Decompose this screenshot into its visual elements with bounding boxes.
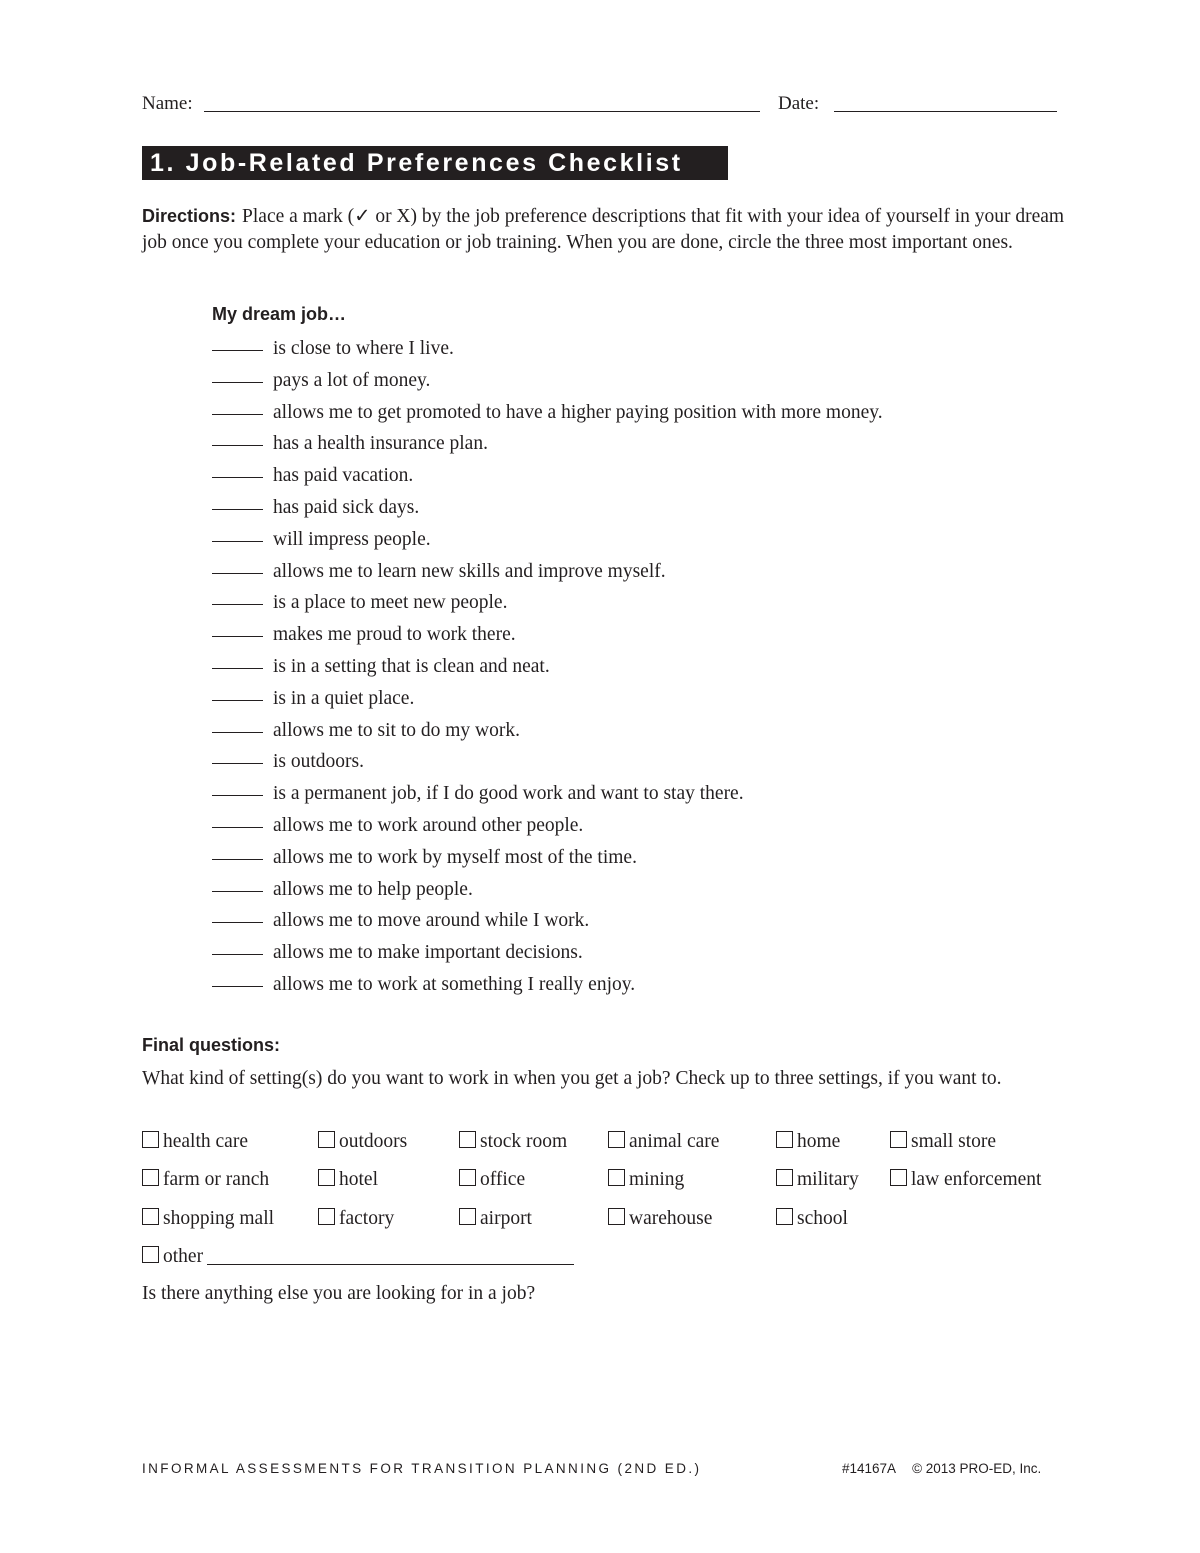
checklist-item: [212, 907, 883, 939]
checklist-item: [212, 844, 883, 876]
checklist-item: [212, 367, 883, 399]
setting-label: airport: [480, 1208, 532, 1229]
setting-question: What kind of setting(s) do you want to work in when you get a job? Check up to three settings, if you want to.: [142, 1068, 1002, 1089]
mark-blank[interactable]: [212, 668, 263, 669]
setting-mining[interactable]: [608, 1167, 684, 1193]
checklist-item-text: has a health insurance plan.: [273, 433, 488, 455]
checklist-item: [212, 558, 883, 590]
mark-blank[interactable]: [212, 477, 263, 478]
directions-label: Directions:: [142, 206, 237, 226]
checklist-item: [212, 812, 883, 844]
checkbox-icon[interactable]: [318, 1169, 335, 1186]
checkbox-icon[interactable]: [142, 1131, 159, 1148]
setting-label: farm or ranch: [163, 1169, 270, 1190]
setting-label: law enforcement: [911, 1169, 1042, 1190]
checklist-item: [212, 971, 883, 1003]
setting-other[interactable]: [142, 1244, 574, 1270]
mark-blank[interactable]: [212, 604, 263, 605]
setting-label: factory: [339, 1208, 395, 1229]
anything-else-question: Is there anything else you are looking for in a job?: [142, 1283, 536, 1304]
checkbox-icon[interactable]: [318, 1131, 335, 1148]
checklist-item: [212, 939, 883, 971]
checklist-item: [212, 430, 883, 462]
checklist-item-text: is in a setting that is clean and neat.: [273, 655, 550, 677]
date-field[interactable]: [834, 111, 1057, 112]
checklist-item: [212, 780, 883, 812]
mark-blank[interactable]: [212, 636, 263, 637]
dream-job-checklist: [212, 335, 883, 1003]
checkbox-icon[interactable]: [890, 1131, 907, 1148]
checklist-item-text: allows me to sit to do my work.: [273, 719, 520, 741]
setting-label: health care: [163, 1131, 248, 1152]
setting-factory[interactable]: [318, 1206, 394, 1232]
name-label: Name:: [142, 93, 193, 114]
checkbox-icon[interactable]: [608, 1131, 625, 1148]
checklist-item-text: has paid vacation.: [273, 465, 414, 487]
mark-blank[interactable]: [212, 700, 263, 701]
footer-right: [842, 1461, 1041, 1476]
setting-airport[interactable]: [459, 1206, 532, 1232]
directions: [142, 203, 1067, 256]
checklist-item: [212, 335, 883, 367]
setting-label: warehouse: [629, 1208, 713, 1229]
checklist-item-text: is outdoors.: [273, 751, 365, 773]
setting-label: hotel: [339, 1169, 378, 1190]
setting-label: small store: [911, 1131, 997, 1152]
setting-farm-or-ranch[interactable]: [142, 1167, 269, 1193]
setting-stock-room[interactable]: [459, 1129, 567, 1155]
checklist-item-text: pays a lot of money.: [273, 369, 431, 391]
checkbox-icon[interactable]: [318, 1208, 335, 1225]
setting-health-care[interactable]: [142, 1129, 248, 1155]
name-field[interactable]: [204, 111, 760, 112]
setting-shopping-mall[interactable]: [142, 1206, 274, 1232]
final-questions-heading: Final questions:: [142, 1035, 281, 1055]
dream-job-heading: My dream job…: [212, 304, 347, 324]
footer-series-title: INFORMAL ASSESSMENTS FOR TRANSITION PLANNING (2ND ED.): [142, 1461, 702, 1476]
mark-blank[interactable]: [212, 986, 263, 987]
checkbox-icon[interactable]: [142, 1169, 159, 1186]
setting-outdoors[interactable]: [318, 1129, 407, 1155]
mark-blank[interactable]: [212, 954, 263, 955]
checklist-item-text: allows me to help people.: [273, 878, 473, 900]
setting-label: outdoors: [339, 1131, 408, 1152]
checklist-item: [212, 589, 883, 621]
setting-law-enforcement[interactable]: [890, 1167, 1041, 1193]
setting-warehouse[interactable]: [608, 1206, 712, 1232]
checklist-item-text: is a place to meet new people.: [273, 592, 508, 614]
checkbox-icon[interactable]: [776, 1169, 793, 1186]
mark-blank[interactable]: [212, 573, 263, 574]
mark-blank[interactable]: [212, 541, 263, 542]
setting-label: animal care: [629, 1131, 720, 1152]
checkbox-icon[interactable]: [608, 1169, 625, 1186]
checkbox-icon[interactable]: [776, 1208, 793, 1225]
checklist-item-text: allows me to get promoted to have a higher paying position with more money.: [273, 401, 883, 423]
checklist-item: [212, 462, 883, 494]
checklist-item-text: allows me to learn new skills and improve myself.: [273, 560, 666, 582]
mark-blank[interactable]: [212, 509, 263, 510]
mark-blank[interactable]: [212, 827, 263, 828]
checklist-item-text: is close to where I live.: [273, 338, 454, 359]
setting-label: home: [797, 1131, 841, 1152]
setting-label: other: [163, 1246, 204, 1267]
date-label: Date:: [778, 93, 820, 114]
mark-blank[interactable]: [212, 445, 263, 446]
checklist-item: [212, 653, 883, 685]
checkbox-icon[interactable]: [459, 1169, 476, 1186]
checklist-item: [212, 717, 883, 749]
setting-hotel[interactable]: [318, 1167, 378, 1193]
page-title: 1. Job-Related Preferences Checklist: [142, 146, 728, 180]
checklist-item-text: allows me to work around other people.: [273, 814, 584, 836]
checklist-item-text: allows me to move around while I work.: [273, 910, 590, 932]
checkbox-icon[interactable]: [142, 1208, 159, 1225]
setting-school[interactable]: [776, 1206, 848, 1232]
name-date-row: [142, 93, 1060, 117]
mark-blank[interactable]: [212, 891, 263, 892]
checklist-item-text: is a permanent job, if I do good work and want to stay there.: [273, 783, 744, 805]
setting-office[interactable]: [459, 1167, 525, 1193]
checklist-item: [212, 399, 883, 431]
checklist-item: [212, 526, 883, 558]
setting-label: shopping mall: [163, 1208, 275, 1229]
mark-blank[interactable]: [212, 795, 263, 796]
mark-blank[interactable]: [212, 732, 263, 733]
checkbox-icon[interactable]: [776, 1131, 793, 1148]
mark-blank[interactable]: [212, 859, 263, 860]
other-write-in-field[interactable]: [207, 1264, 574, 1265]
setting-military[interactable]: [776, 1167, 859, 1193]
checkbox-icon[interactable]: [459, 1131, 476, 1148]
mark-blank[interactable]: [212, 382, 263, 383]
mark-blank[interactable]: [212, 414, 263, 415]
setting-animal-care[interactable]: [608, 1129, 719, 1155]
setting-home[interactable]: [776, 1129, 840, 1155]
setting-label: stock room: [480, 1131, 568, 1152]
footer-copyright: © 2013 PRO-ED, Inc.: [912, 1461, 1042, 1476]
checkbox-icon[interactable]: [890, 1169, 907, 1186]
checklist-item-text: has paid sick days.: [273, 496, 420, 518]
setting-label: military: [797, 1169, 859, 1190]
checklist-item-text: allows me to work by myself most of the time.: [273, 846, 637, 868]
checklist-item-text: makes me proud to work there.: [273, 624, 516, 646]
checklist-item-text: will impress people.: [273, 528, 431, 550]
setting-label: office: [480, 1169, 526, 1190]
checklist-item: [212, 494, 883, 526]
checklist-item: [212, 748, 883, 780]
setting-label: mining: [629, 1169, 685, 1190]
checkbox-icon[interactable]: [142, 1246, 159, 1263]
checklist-item: [212, 685, 883, 717]
checklist-item-text: allows me to work at something I really enjoy.: [273, 973, 636, 995]
mark-blank[interactable]: [212, 922, 263, 923]
setting-small-store[interactable]: [890, 1129, 996, 1155]
checklist-item: [212, 621, 883, 653]
checklist-item-text: allows me to make important decisions.: [273, 942, 583, 964]
mark-blank[interactable]: [212, 350, 263, 351]
setting-label: school: [797, 1208, 848, 1229]
mark-blank[interactable]: [212, 763, 263, 764]
checkbox-icon[interactable]: [459, 1208, 476, 1225]
directions-text: Place a mark (✓ or X) by the job preference descriptions that fit with your idea of yourself in your dream job once you complete your education or job training. When you are done, circle the three most important ones.: [142, 206, 1065, 253]
footer-item-number: #14167A: [842, 1461, 897, 1476]
checklist-item: [212, 876, 883, 908]
checklist-item-text: is in a quiet place.: [273, 687, 415, 709]
checkbox-icon[interactable]: [608, 1208, 625, 1225]
